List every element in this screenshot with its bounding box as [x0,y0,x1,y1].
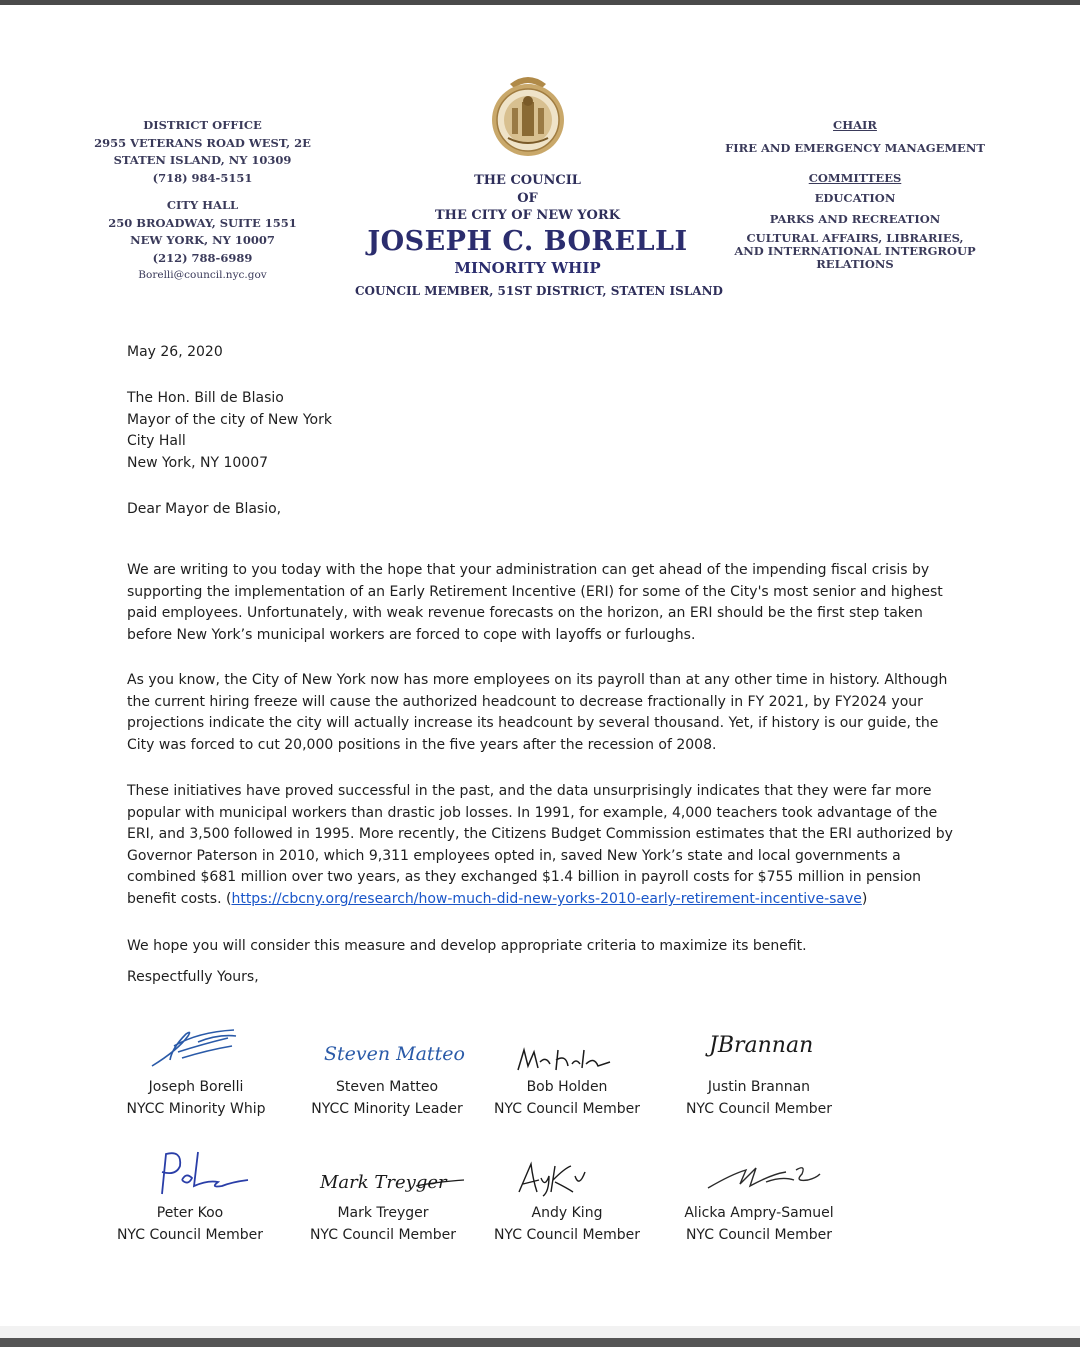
letter-date: May 26, 2020 [127,344,223,360]
district-office-address-line: 2955 VETERANS ROAD WEST, 2E [94,135,311,150]
paragraph-text: These initiatives have proved successful in the past, and the data unsurprisingly indicates that they were far more popular with municipal workers than drastic job losses. In 1991, for example, 4,000 teachers took advantage of the ERI, and 3,500 followed in 1995. More recently, the Citizens Budget Commission estimates that the ERI authorized by Governor Paterson in 2010, which 9,311 employees opted in, saved New York’s state and local governments a combined $681 million over two years, as they exchanged $1.4 billion in payroll costs for $755 million in pension benefit costs. ( [127,783,953,907]
signatory-title: NYC Council Member [685,1226,833,1243]
recipient-line: City Hall [127,433,186,450]
city-seal-icon [488,68,568,160]
signature-treyger [316,1162,468,1202]
page-bottom-shade [0,1326,1080,1338]
city-hall-heading: CITY HALL [166,198,239,212]
council-of-line: OF [517,190,538,206]
signature-matteo [322,1030,465,1072]
signatory-title: NYCC Minority Whip [126,1100,266,1117]
signature-holden-icon [514,1044,614,1074]
signatory-name: Steven Matteo [335,1079,439,1095]
paragraph: We hope you will consider this measure and develop appropriate criteria to maximize its benefit. [127,938,807,954]
signatory-title: NYC Council Member [685,1100,833,1117]
city-hall-phone: (212) 788-6989 [152,250,253,265]
letterhead-center [355,172,723,301]
recipient-line: Mayor of the city of New York [127,411,332,428]
committees-heading: COMMITTEES [808,171,902,185]
city-hall-address-line: 250 BROADWAY, SUITE 1551 [108,215,297,230]
recipient-address [127,388,957,474]
signatory [302,1077,472,1120]
signatory-name: Mark Treyger [337,1205,429,1221]
letterhead-right-column [725,117,985,271]
signatory-name: Andy King [531,1205,603,1221]
signatory [111,1077,281,1120]
recipient-line: New York, NY 10007 [127,454,269,471]
signatory-name: Peter Koo [156,1205,224,1221]
signature-text: JBrannan [709,1033,814,1058]
cbc-report-link[interactable]: https://cbcny.org/research/how-much-did-new-yorks-2010-early-retirement-incentive-save [231,890,862,907]
district-office-address-line: STATEN ISLAND, NY 10309 [113,153,292,167]
signature-ampry-samuel-icon [702,1160,824,1196]
paragraph-text: ) [861,890,868,907]
signature-borelli-icon [148,1022,240,1072]
minority-whip-title: MINORITY WHIP [454,258,601,277]
bottom-border [0,1338,1080,1347]
signatory-title: NYC Council Member [309,1226,457,1243]
signatory-title: NYC Council Member [116,1226,264,1243]
committee-item: PARKS AND RECREATION [769,212,941,226]
letterhead-left-column [85,117,320,285]
signatory [674,1077,844,1120]
committee-item: AND INTERNATIONAL INTERGROUP [734,244,976,258]
chair-heading: CHAIR [833,118,877,132]
signatory-title: NYC Council Member [493,1226,641,1243]
committee-item: EDUCATION [814,191,896,205]
signature-brannan [705,1018,817,1068]
recipient-line: The Hon. Bill de Blasio [127,390,284,406]
signatory-name: Joseph Borelli [148,1079,244,1095]
district-office-phone: (718) 984-5151 [152,170,253,185]
salutation: Dear Mayor de Blasio, [127,501,282,517]
signature-king-icon [515,1158,595,1200]
signatory [674,1203,844,1246]
signature-koo-icon [152,1146,252,1198]
signature-text: Steven Matteo [324,1043,465,1065]
signatory [298,1203,468,1246]
district-office-heading: DISTRICT OFFICE [143,118,262,132]
signatory [482,1077,652,1120]
signatory-name: Justin Brannan [707,1079,811,1095]
email-address: Borelli@council.nyc.gov [138,269,267,281]
paragraph [127,781,957,911]
top-border [0,0,1080,5]
city-hall-address-line: NEW YORK, NY 10007 [130,233,275,247]
signature-text: Mark Treyger [320,1172,447,1193]
paragraph: We are writing to you today with the hope that your administration can get ahead of the impending fiscal crisis by supporting the implementation of an Early Retirement Incentive (ERI) for some of the City's most senior and highest paid employees. Unfortunately, with weak revenue forecasts on the horizon, an ERI should be the first step taken before New York’s municipal workers are forced to cope with layoffs or furloughs. [127,562,943,643]
district-line: COUNCIL MEMBER, 51ST DISTRICT, STATEN ISLAND [355,283,723,298]
signatory [105,1203,275,1246]
paragraph: As you know, the City of New York now has more employees on its payroll than at any other time in history. Although the current hiring freeze will cause the authorized headcount to decrease fractionally in FY 2021, by FY2024 your projections indicate the city will actually increase its headcount by several thousand. Yet, if history is our guide, the City was forced to cut 20,000 positions in the five years after the recession of 2008. [127,672,948,753]
signatory [482,1203,652,1246]
city-name-line: THE CITY OF NEW YORK [434,208,620,223]
council-member-name: JOSEPH C. BORELLI [367,225,688,257]
signatory-title: NYCC Minority Leader [311,1100,463,1117]
signatory-name: Alicka Ampry-Samuel [684,1205,834,1221]
council-line: THE COUNCIL [474,173,581,188]
signatory-title: NYC Council Member [493,1100,641,1117]
chair-committee: FIRE AND EMERGENCY MANAGEMENT [725,141,985,155]
committee-item: CULTURAL AFFAIRS, LIBRARIES, [746,231,964,245]
committee-item: RELATIONS [816,257,894,271]
closing: Respectfully Yours, [127,969,259,985]
signatory-name: Bob Holden [526,1079,608,1095]
